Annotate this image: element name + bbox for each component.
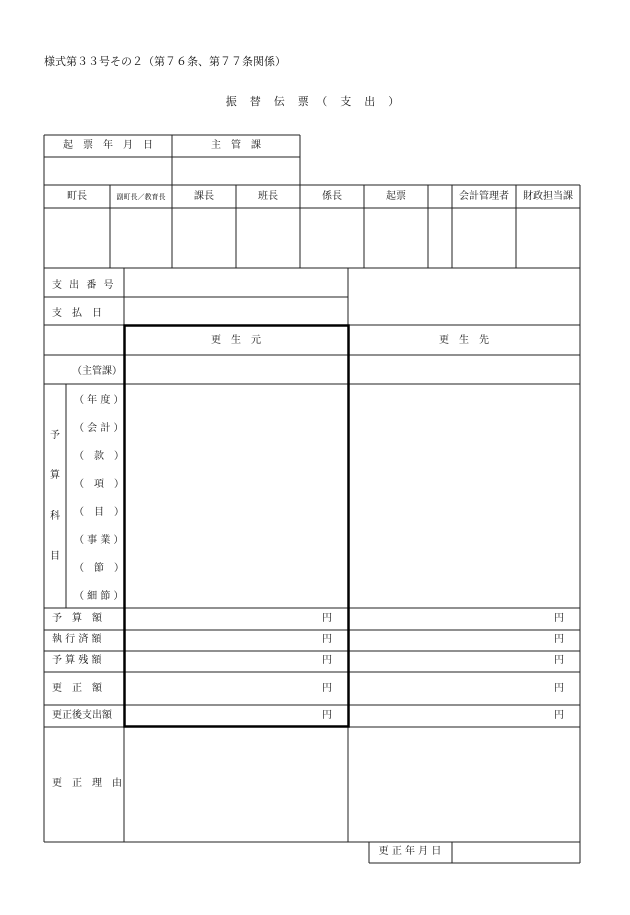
yen-dest-4: 円 — [554, 683, 564, 694]
remaining-amount-label: 予 算 残 額 — [52, 655, 102, 666]
form-number: 様式第３３号その２（第７６条、第７７条関係） — [44, 55, 286, 68]
dept-row-label: （主管課） — [72, 366, 122, 377]
budget-group-char-3: 科 — [50, 511, 60, 522]
payment-date-label: 支 払 日 — [52, 308, 102, 319]
yen-source-4: 円 — [322, 683, 332, 694]
approval-section-chief: 課長 — [194, 191, 214, 202]
budget-item-project: （ 事 業 ） — [74, 535, 124, 546]
date-label: 起 票 年 月 日 — [63, 140, 153, 151]
approval-subsection-chief: 係長 — [322, 191, 342, 202]
accounting-manager: 会計管理者 — [459, 191, 509, 202]
approval-drafter: 起票 — [386, 191, 406, 202]
correction-amount-label: 更 正 額 — [52, 683, 102, 694]
post-correction-amount-label: 更正後支出額 — [52, 710, 112, 721]
payment-number-label: 支 出 番 号 — [52, 280, 116, 291]
dest-column-header: 更 生 先 — [439, 335, 489, 346]
correction-date-label: 更 正 年 月 日 — [378, 846, 442, 857]
budget-item-kan: （ 款 ） — [74, 451, 124, 462]
approval-group-leader: 班長 — [258, 191, 278, 202]
correction-reason-label: 更 正 理 由 — [52, 778, 122, 789]
budget-group-char-1: 予 — [50, 430, 60, 441]
dept-label: 主 管 課 — [211, 140, 261, 151]
budget-item-fiscal-year: （ 年 度 ） — [74, 395, 124, 406]
budget-group-char-2: 算 — [50, 470, 60, 481]
yen-source-1: 円 — [322, 613, 332, 624]
yen-source-3: 円 — [322, 655, 332, 666]
budget-item-setsu: （ 節 ） — [74, 563, 124, 574]
finance-section: 財政担当課 — [523, 191, 573, 202]
page-title: 振 替 伝 票 （ 支 出 ） — [225, 95, 401, 108]
source-column-header: 更 生 元 — [211, 335, 261, 346]
yen-dest-2: 円 — [554, 634, 564, 645]
budget-amount-label: 予 算 額 — [52, 613, 102, 624]
budget-item-kou: （ 項 ） — [74, 479, 124, 490]
approval-mayor: 町長 — [67, 191, 87, 202]
yen-dest-1: 円 — [554, 613, 564, 624]
yen-dest-3: 円 — [554, 655, 564, 666]
yen-source-2: 円 — [322, 634, 332, 645]
budget-group-char-4: 目 — [50, 551, 60, 562]
executed-amount-label: 執 行 済 額 — [52, 634, 102, 645]
yen-source-5: 円 — [322, 710, 332, 721]
budget-item-saisetsu: （ 細 節 ） — [74, 591, 124, 602]
yen-dest-5: 円 — [554, 710, 564, 721]
approval-vice-mayor: 副町長／教育長 — [116, 193, 166, 201]
budget-item-account: （ 会 計 ） — [74, 423, 124, 434]
budget-item-moku: （ 目 ） — [74, 507, 124, 518]
